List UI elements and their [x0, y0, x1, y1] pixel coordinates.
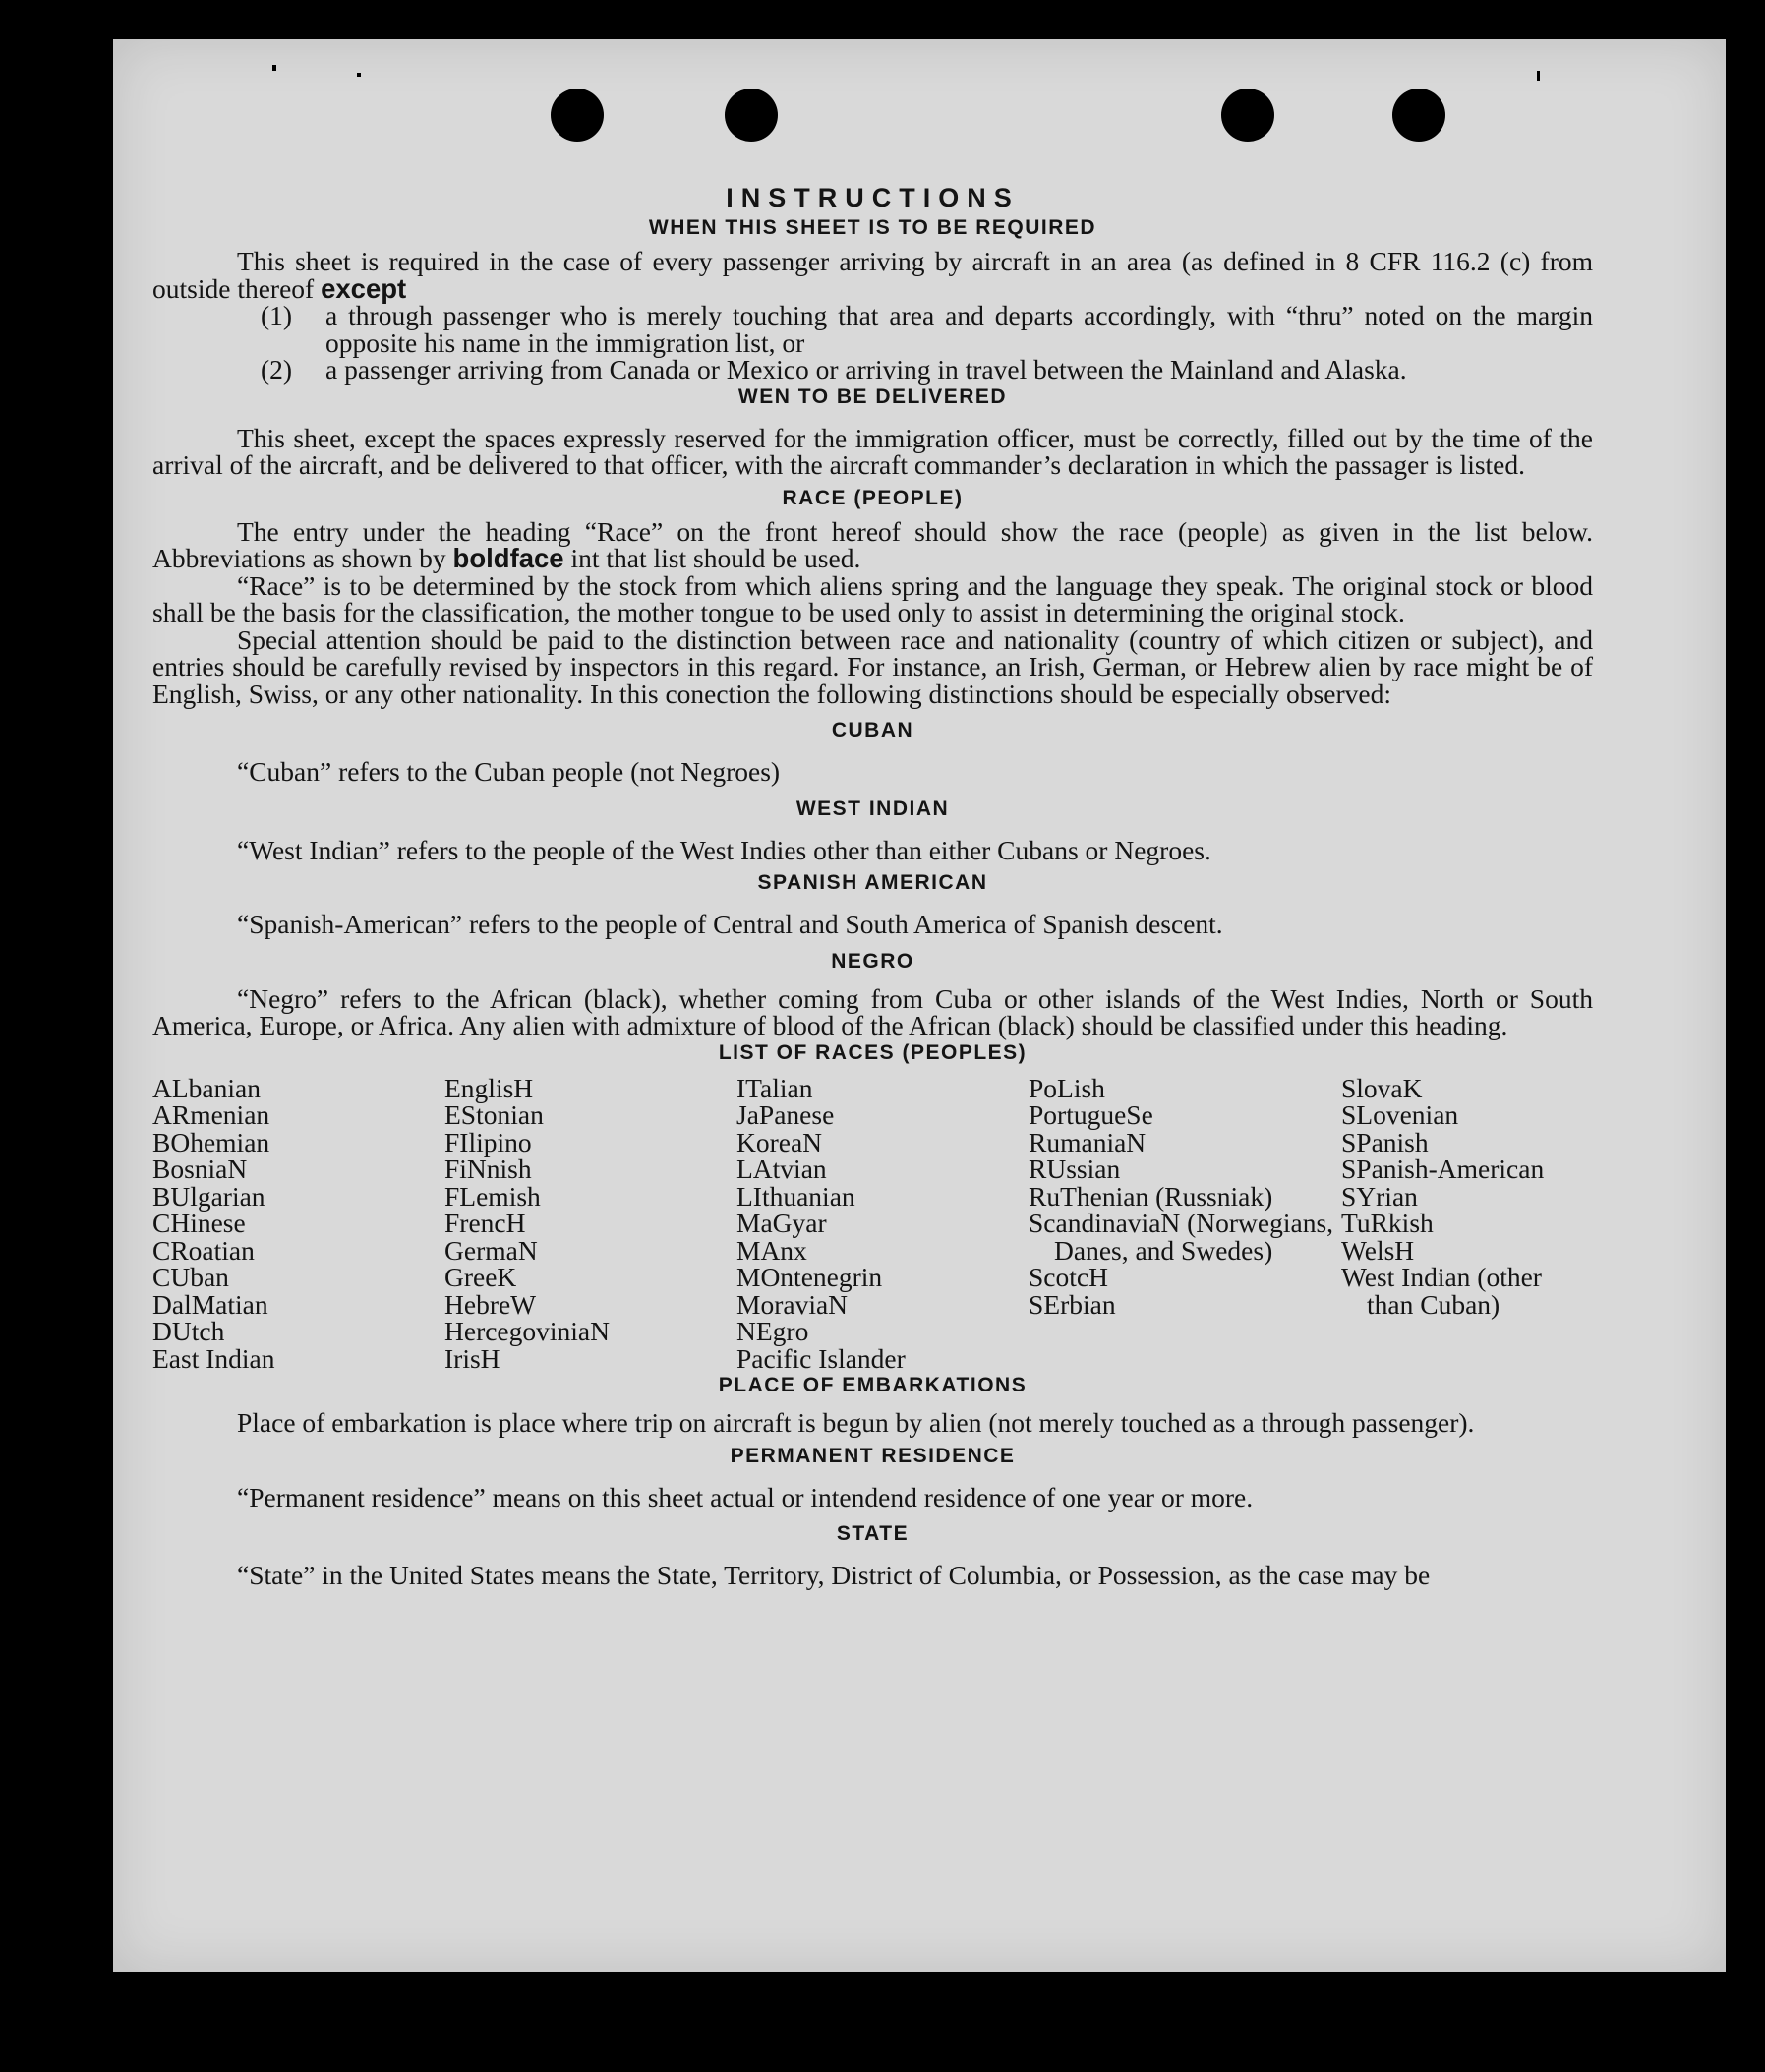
races-list	[152, 1072, 1593, 1374]
race-entry: HercegoviniaN	[444, 1316, 610, 1346]
exception-item	[261, 356, 1593, 384]
race-entry: PoLish	[1029, 1072, 1105, 1103]
race-entry: BUlgarian	[152, 1180, 265, 1212]
race-p1-end: int that list should be used.	[570, 543, 861, 573]
race-entry: SErbian	[1029, 1288, 1116, 1320]
race-entry: SPanish	[1341, 1126, 1429, 1157]
race-entry: FrencH	[444, 1208, 526, 1238]
race-entry: CHinese	[152, 1208, 246, 1238]
race-entry: RuThenian (Russniak)	[1029, 1180, 1273, 1212]
embarkation-paragraph: Place of embarkation is place where trip on aircraft is begun by alien (not merely touched as a through passenger).	[237, 1407, 1475, 1438]
race-entry: FiNnish	[444, 1154, 532, 1184]
punch-hole	[1221, 89, 1274, 142]
race-entry: GermaN	[444, 1234, 538, 1266]
exception-number: (2)	[261, 354, 293, 385]
race-entry: SPanish-American	[1341, 1154, 1545, 1184]
race-entry: MoraviaN	[736, 1288, 849, 1320]
races-column	[1029, 1072, 1341, 1373]
when-required-paragraph	[152, 248, 1593, 302]
document-sheet	[113, 39, 1726, 1972]
race-paragraph-3: Special attention should be paid to the distinction between race and nationality (country of which citizen or subject), and entries should be carefully revised by inspectors in this regard. For instance, an Irish, German, or Hebrew alien by race might be of English, Swiss, or any other nationality. In this conection the following distinctions should be especially observed:	[152, 623, 1593, 709]
punch-hole	[725, 89, 778, 142]
race-entry: PortugueSe	[1029, 1099, 1153, 1130]
race-entry: FLemish	[444, 1180, 541, 1212]
spanish-american-paragraph: “Spanish-American” refers to the people of Central and South America of Spanish descent.	[237, 909, 1223, 939]
punch-hole	[551, 89, 604, 142]
race-entry: EStonian	[444, 1099, 544, 1130]
heading-list-of-races: LIST OF RACES (PEOPLES)	[718, 1040, 1028, 1064]
heading-embarkation: PLACE OF EMBARKATIONS	[718, 1374, 1028, 1396]
race-entry: West Indian (other than Cuban)	[1341, 1262, 1542, 1320]
races-column	[444, 1072, 736, 1374]
exception-item	[261, 302, 1593, 356]
punch-hole	[1392, 89, 1445, 142]
race-entry: TuRkish	[1341, 1208, 1434, 1238]
race-entry: WelsH	[1341, 1234, 1415, 1266]
race-entry: ARmenian	[152, 1099, 270, 1130]
page-title: INSTRUCTIONS	[726, 183, 1020, 212]
race-entry: BOhemian	[152, 1126, 270, 1157]
race-entry: MaGyar	[736, 1208, 827, 1238]
heading-race: RACE (PEOPLE)	[782, 486, 964, 509]
race-entry: DalMatian	[152, 1288, 268, 1320]
race-entry: EnglisH	[444, 1072, 534, 1103]
race-entry: SLovenian	[1341, 1099, 1459, 1130]
ink-speck	[272, 65, 276, 71]
west-indian-paragraph: “West Indian” refers to the people of the West Indies other than either Cubans or Negroes.	[237, 834, 1211, 865]
race-entry: RUssian	[1029, 1154, 1121, 1184]
ink-speck	[1537, 71, 1540, 81]
race-entry: MAnx	[736, 1234, 807, 1266]
race-entry: DUtch	[152, 1316, 225, 1346]
races-column	[1341, 1072, 1593, 1373]
race-entry: JaPanese	[736, 1099, 835, 1130]
heading-when-delivered: WEN TO BE DELIVERED	[737, 385, 1008, 408]
residence-paragraph: “Permanent residence” means on this sheet actual or intendend residence of one year or more.	[237, 1481, 1254, 1512]
race-entry: LIthuanian	[736, 1180, 855, 1212]
race-entry: HebreW	[444, 1288, 537, 1320]
heading-when-required: WHEN THIS SHEET IS TO BE REQUIRED	[648, 216, 1097, 239]
heading-cuban: CUBAN	[831, 719, 914, 741]
race-entry: RumaniaN	[1029, 1126, 1147, 1157]
race-entry: CUban	[152, 1262, 229, 1292]
race-entry: CRoatian	[152, 1234, 255, 1266]
when-delivered-paragraph: This sheet, except the spaces expressly reserved for the immigration officer, must be correctly, filled out by the time of the arrival of the aircraft, and be delivered to that officer, with the aircraft commander’s declaration in which the passager is listed.	[152, 422, 1593, 480]
exception-text: a passenger arriving from Canada or Mexico or arriving in travel between the Mainland and Alaska.	[325, 354, 1407, 385]
exception-text: a through passenger who is merely touching that area and departs accordingly, with “thru” noted on the margin opposite his name in the immigration list, or	[325, 300, 1593, 358]
heading-state: STATE	[836, 1522, 910, 1545]
heading-west-indian: WEST INDIAN	[795, 797, 950, 820]
ink-speck	[357, 73, 361, 77]
races-column	[736, 1072, 1029, 1374]
race-paragraph-1	[152, 515, 1593, 573]
races-column	[152, 1072, 444, 1374]
race-entry: SlovaK	[1341, 1072, 1423, 1103]
state-paragraph: “State” in the United States means the State, Territory, District of Columbia, or Possession, as the case may be	[237, 1560, 1431, 1590]
race-entry: IrisH	[444, 1342, 500, 1374]
race-entry: LAtvian	[736, 1154, 827, 1184]
race-entry: Pacific Islander	[736, 1342, 906, 1374]
negro-paragraph: “Negro” refers to the African (black), whether coming from Cuba or other islands of the West Indies, North or South America, Europe, or Africa. Any alien with admixture of blood of the African (black) should be classified under this heading.	[152, 982, 1593, 1040]
except-word: except	[321, 272, 407, 304]
race-entry: ScotcH	[1029, 1262, 1108, 1292]
race-entry: NEgro	[736, 1316, 809, 1346]
instructions-body	[152, 185, 1593, 1589]
race-paragraph-2: “Race” is to be determined by the stock from which aliens spring and the language they speak. The original stock or blood shall be the basis for the classification, the mother tongue to be used only to assist in determining the original stock.	[152, 569, 1593, 627]
race-entry: MOntenegrin	[736, 1262, 883, 1292]
race-entry: KoreaN	[736, 1126, 823, 1157]
exception-number: (1)	[261, 300, 293, 330]
when-required-intro: This sheet is required in the case of every passenger arriving by aircraft in an area (as defined in 8 CFR 116.2 (c) from outside thereof	[152, 246, 1593, 304]
heading-residence: PERMANENT RESIDENCE	[730, 1444, 1016, 1467]
race-entry: ALbanian	[152, 1072, 261, 1103]
boldface-word: boldface	[452, 543, 564, 573]
heading-spanish-american: SPANISH AMERICAN	[757, 871, 988, 894]
race-entry: ITalian	[736, 1072, 813, 1103]
race-p1-start: The entry under the heading “Race” on the front hereof should show the race (people) as given in the list below. Abbreviations as shown by	[152, 515, 1593, 573]
race-entry: BosniaN	[152, 1154, 248, 1184]
race-entry: FIlipino	[444, 1126, 532, 1157]
cuban-paragraph: “Cuban” refers to the Cuban people (not Negroes)	[237, 756, 781, 787]
race-entry: SYrian	[1341, 1180, 1418, 1212]
heading-negro: NEGRO	[831, 949, 914, 973]
race-entry: ScandinaviaN (Norwegians, Danes, and Swedes)	[1029, 1208, 1334, 1266]
race-entry: East Indian	[152, 1342, 275, 1374]
race-entry: GreeK	[444, 1262, 517, 1292]
